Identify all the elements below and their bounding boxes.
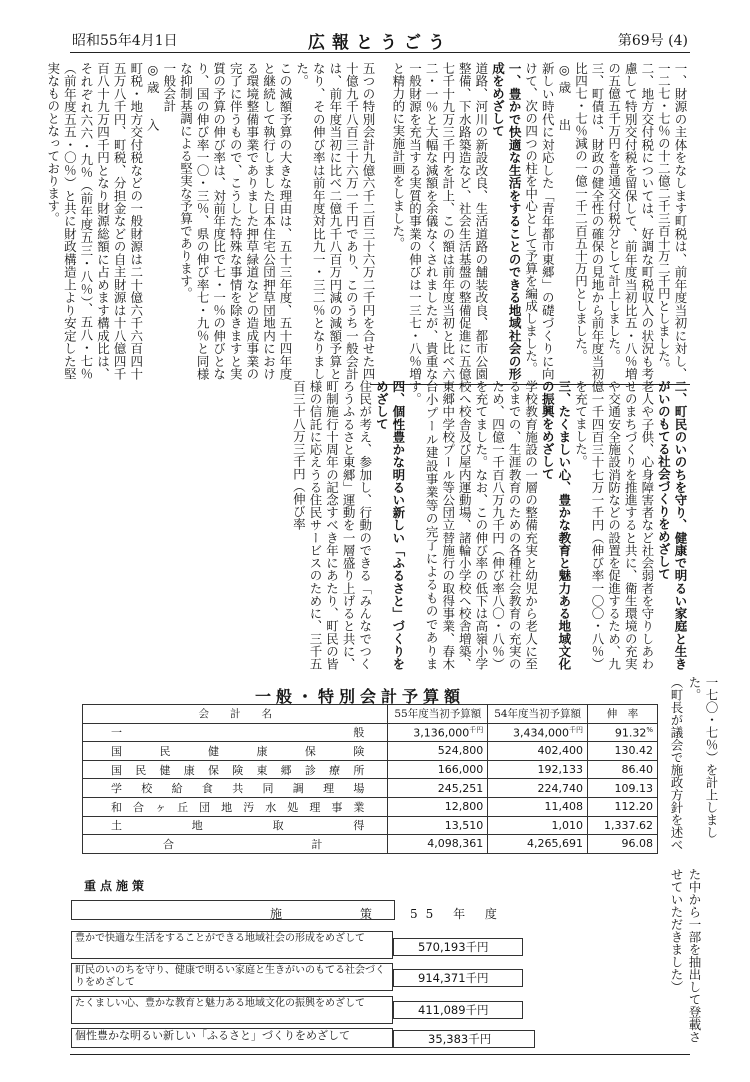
growth-rate: 112.20 (588, 797, 658, 816)
account-name: 和合ヶ丘団地汚水処理事業 (83, 797, 388, 816)
paragraph: 三、町債は、財政の健全性の確保の見地から前年度当初比四七・七％減の一億一千二百五十万円としました。 (573, 62, 606, 380)
upper-right-column (382, 62, 688, 380)
unit-label: 千円 (569, 726, 584, 735)
section-heading: 四、個性豊かな明るい新しい「ふるさと」づくりをめざして (374, 380, 406, 670)
fy54-amount: 3,434,000 (513, 726, 570, 740)
table-total-row (83, 835, 658, 854)
paragraph: 新しい時代に対応した「青年都市東郷」の礎づくりに向けて、次の四つの柱を中心として予算を編成しました。 (523, 62, 556, 380)
header-rule (70, 52, 690, 53)
account-name: 学校給食共同調理場 (83, 779, 388, 798)
section-heading: 一、豊かで快適な生活をすることのできる地域社会の形成をめざして (490, 62, 523, 380)
paragraph: この減額予算の大きな理由は、五十三年度、五十四年度と継続して執行しました日本住宅公団押草団地内における環境整備事業でありました押草緑道などの造成事業の完了に伴うもので、こうした特殊な事情を除きますと実質の予算の伸び率は、対前年度比で七・一％の伸びとなり、国の伸び率一〇・三％、県の伸び率七・九％と同様な抑制基調による堅実な予算であります。 (178, 62, 294, 380)
fy54-amount: 1,010 (488, 816, 588, 835)
fy54-amount: 224,740 (488, 779, 588, 798)
newsletter-title: 広報とうごう (308, 33, 452, 53)
paragraph: 一、財源の主体をなします町税は、前年度当初に対し、一二七・七％の十二億二千三百十万二千円としました。 (656, 62, 688, 380)
fy55-total: 4,098,361 (388, 835, 488, 854)
upper-left-column (45, 62, 376, 380)
account-name: 土 地 取 得 (83, 816, 388, 835)
account-name: 国民健康保険東郷診療所 (83, 760, 388, 779)
account-name: 一 般 (83, 723, 388, 742)
paragraph: 道路、河川の新設改良、生活道路の舗装改良、都市公園整備、下水路築造など、社会生活基盤の整備促進に五億七千十九万三千円を計上、この額は前年度当初と比べ六二・一％と大幅な減額を余儀なくされましたが、貴重な一般財源を充当する実質的事業の伸びは一三七・八％増と精力的に実施計画をしました。 (390, 62, 489, 380)
table-row (83, 797, 658, 816)
paragraph: 五つの特別会計九億六千二百三十六万二千円を合せた四十億九千八百三十六万一千円であり、このうち一般会計は、前年度当初に比べ二億九千八百万円減の減額予算となり、その伸び率は前年度対比九一・三二％となりました。 (294, 62, 376, 380)
side-text-2: （町長が議会で施政方針を述べ (669, 676, 684, 851)
section-heading: 三、たくましい心、豊かな教育と魅力ある地域文化の振興をめざして (540, 380, 572, 670)
issue-date: 昭和55年4月1日 (72, 33, 178, 49)
total-label: 合 計 (83, 835, 388, 854)
policy-value: 411,089千円 (418, 1003, 489, 1017)
unit-label: 千円 (469, 726, 484, 735)
paragraph: 住民が考え、参加し、行動のできる「みんなでつくろうふるさと東郷」運動を一層盛り上げると共に、町制施行十周年の記念すべき年にあたり、町民の皆様の信託に応えうる住民サービスのために、三千五百三十八万三千円（伸び率 (291, 380, 373, 670)
policy-item: 豊かで快適な生活をすることができる地域社会の形成をめざして (71, 931, 393, 959)
growth-total: 96.08 (588, 835, 658, 854)
year-col-header: 55 年 度 (410, 907, 505, 921)
col-header-account: 会 計 名 (83, 705, 388, 724)
policy-value: 914,371千円 (418, 971, 489, 985)
fy55-amount: 3,136,000 (413, 726, 470, 740)
section-subheading: ◎ 歳 入 (145, 62, 161, 131)
fy55-amount: 12,800 (388, 797, 488, 816)
table-row (83, 779, 658, 798)
table-row (83, 742, 658, 761)
fy54-amount: 192,133 (488, 760, 588, 779)
issue-number: 第69号 (4) (617, 33, 688, 49)
lower-text-column (70, 380, 688, 670)
table-row (83, 760, 658, 779)
fy55-amount: 245,251 (388, 779, 488, 798)
growth-rate: 130.42 (588, 742, 658, 761)
col-header-fy54: 54年度当初予算額 (488, 705, 588, 724)
fy55-amount: 524,800 (388, 742, 488, 761)
paragraph: 二、地方交付税については、好調な町税収入の状況も考慮して特別交付税を留保して、前年度当初比五・八％増の五億五千万円を普通交付税分として計上しました。 (606, 62, 655, 380)
section-subheading: ◎ 歳 出 (556, 62, 572, 131)
section-subheading: 一般会計 (161, 62, 177, 112)
table-row (83, 816, 658, 835)
paragraph: 学校教育施設の一層の整備充実と幼児から老人に至るまでの、生涯教育のための各種社会教育の充実のため、四億一千百八万九千円（伸び率八〇・八％）を充てました。なお、この伸び率の低下は高嶺小学校へ校舎及び屋内運動場、諸輪小学校へ校舎増築、東郷中学校プール等公団立替施行の取得事業、春木台小プール建設事業等の完了によるものであります。 (407, 380, 539, 670)
side-text-3: た中から一部を抽出して登載さ (687, 868, 702, 1043)
page-header (72, 30, 688, 52)
table-header-row (83, 705, 658, 724)
fy54-total: 4,265,691 (488, 835, 588, 854)
growth-rate: 1,337.62 (588, 816, 658, 835)
side-text-1: 一七〇・七％）を計上しました。 (687, 676, 719, 839)
policy-col-header: 施 策 (270, 907, 391, 921)
fy55-amount: 13,510 (388, 816, 488, 835)
col-header-fy55: 55年度当初予算額 (388, 705, 488, 724)
fy55-amount: 166,000 (388, 760, 488, 779)
growth-rate: 109.13 (588, 779, 658, 798)
budget-table (82, 704, 658, 854)
policy-value: 35,383千円 (428, 1032, 492, 1046)
section-heading: 二、町民のいのちを守り、健康で明るい家庭と生きがいのもてる社会づくりをめざして (656, 380, 688, 670)
footer-rule (70, 1054, 690, 1055)
col-header-growth: 伸 率 (588, 705, 658, 724)
paragraph: 町税・地方交付税などの一般財源は二十億六千六百四十五万八千円、町税、分担金などの自主財源は十八億四千百八十九万四千円となり財源総額に占めます構成比は、それぞれ六六・九％（前年度五三・八％）、五八・七％（前年度五五・〇％）と共に財政構造上より安定した堅実なものとなっております。 (45, 62, 144, 380)
unit-label: % (646, 725, 653, 734)
policy-item: 個性豊かな明るい新しい「ふるさと」づくりをめざして (71, 1028, 393, 1048)
policy-table-title: 重点施策 (84, 879, 149, 893)
policy-item: 町民のいのちを守り、健康で明るい家庭と生きがいのもてる社会づくりをめざして (71, 963, 393, 991)
growth-rate: 91.32 (614, 726, 647, 740)
paragraph: 老人や子供、心身障害者など社会弱者を守りしあわせのまちづくりを推進すると共に、衛生環境の充実や交通安全施設消防などの設置を促進するため、九億一千四百三十七万一千円（伸び率一〇〇・八％）を充てました。 (573, 380, 655, 670)
policy-value: 570,193千円 (418, 940, 489, 954)
side-text-4: せていただきました） (669, 868, 684, 993)
table-row (83, 723, 658, 742)
policy-item: たくましい心、豊かな教育と魅力ある地域文化の振興をめざして (71, 996, 393, 1024)
fy54-amount: 402,400 (488, 742, 588, 761)
fy54-amount: 11,408 (488, 797, 588, 816)
account-name: 国民健康保険 (83, 742, 388, 761)
growth-rate: 86.40 (588, 760, 658, 779)
budget-table-title: 一般・特別会計予算額 (254, 687, 465, 706)
